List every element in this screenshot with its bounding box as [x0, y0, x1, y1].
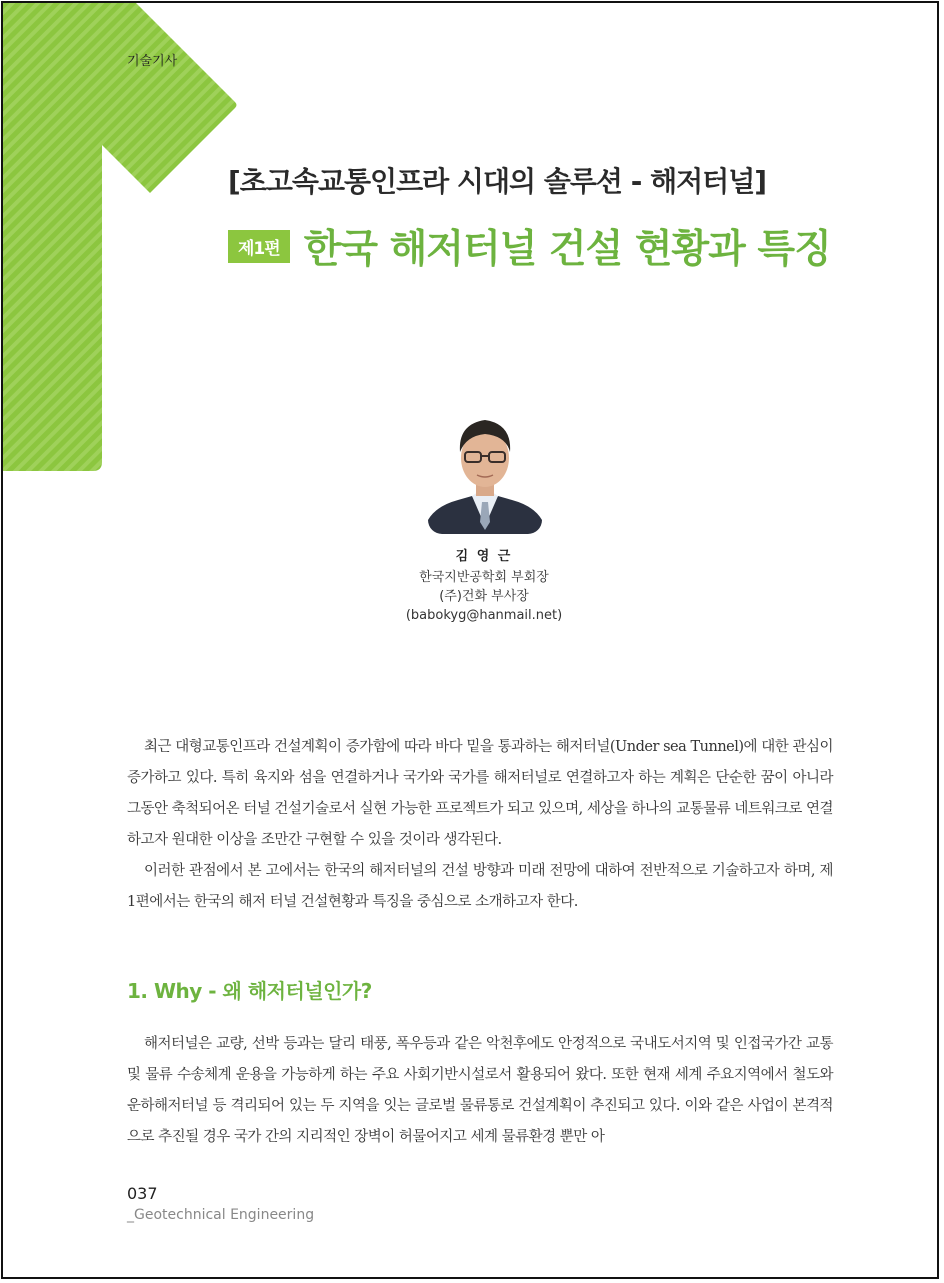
section-body: [127, 1029, 833, 1153]
intro-paragraph-2: 이러한 관점에서 본 고에서는 한국의 해저터널의 건설 방향과 미래 전망에 대하여 전반적으로 기술하고자 하며, 제1편에서는 한국의 해저 터널 건설현황과 특징을 중심으로 소개하고자 한다.: [127, 863, 833, 910]
author-name: 김 영 근: [455, 549, 513, 564]
decorative-arrow-icon: [0, 0, 260, 480]
series-title: [초고속교통인프라 시대의 솔루션 - 해저터널]: [228, 165, 767, 198]
category-label: 기술기사: [127, 54, 178, 69]
page-title: 한국 해저터널 건설 현황과 특징: [303, 227, 831, 272]
author-affiliation-2: (주)건화 부사장: [439, 589, 529, 604]
author-portrait-icon: [428, 402, 542, 534]
intro-paragraph-1: 최근 대형교통인프라 건설계획이 증가함에 따라 바다 밑을 통과하는 해저터널(Under sea Tunnel)에 대한 관심이 증가하고 있다. 특히 육지와 섬을 연결하거나 국가와 국가를 해저터널로 연결하고자 하는 계획은 단순한 꿈이 아니라 그동안 축척되어온 터널 건설기술로서 실현 가능한 프로젝트가 되고 있으며, 세상을 하나의 교통물류 네트워크로 연결하고자 원대한 이상을 조만간 구현할 수 있을 것이라 생각된다.: [127, 739, 833, 848]
author-info: [334, 545, 634, 625]
page-number: 037: [127, 1184, 158, 1203]
title-row: [228, 218, 831, 274]
author-email: (babokyg@hanmail.net): [405, 608, 563, 623]
author-photo: [428, 402, 542, 534]
section-heading: 1. Why - 왜 해저터널인가?: [127, 979, 372, 1003]
intro-text: [127, 732, 833, 918]
part-badge: 제1편: [228, 230, 290, 263]
author-affiliation-1: 한국지반공학회 부회장: [419, 570, 549, 585]
journal-name: _Geotechnical Engineering: [127, 1207, 315, 1223]
section-paragraph: 해저터널은 교량, 선박 등과는 달리 태풍, 폭우등과 같은 악천후에도 안정적으로 국내도서지역 및 인접국가간 교통 및 물류 수송체계 운용을 가능하게 하는 주요 사회기반시설로서 활용되어 왔다. 또한 현재 세계 주요지역에서 철도와 운하해저터널 등 격리되어 있는 두 지역을 잇는 글로벌 물류통로 건설계획이 추진되고 있다. 이와 같은 사업이 본격적으로 추진될 경우 국가 간의 지리적인 장벽이 허물어지고 세계 물류환경 뿐만 아: [127, 1036, 833, 1145]
